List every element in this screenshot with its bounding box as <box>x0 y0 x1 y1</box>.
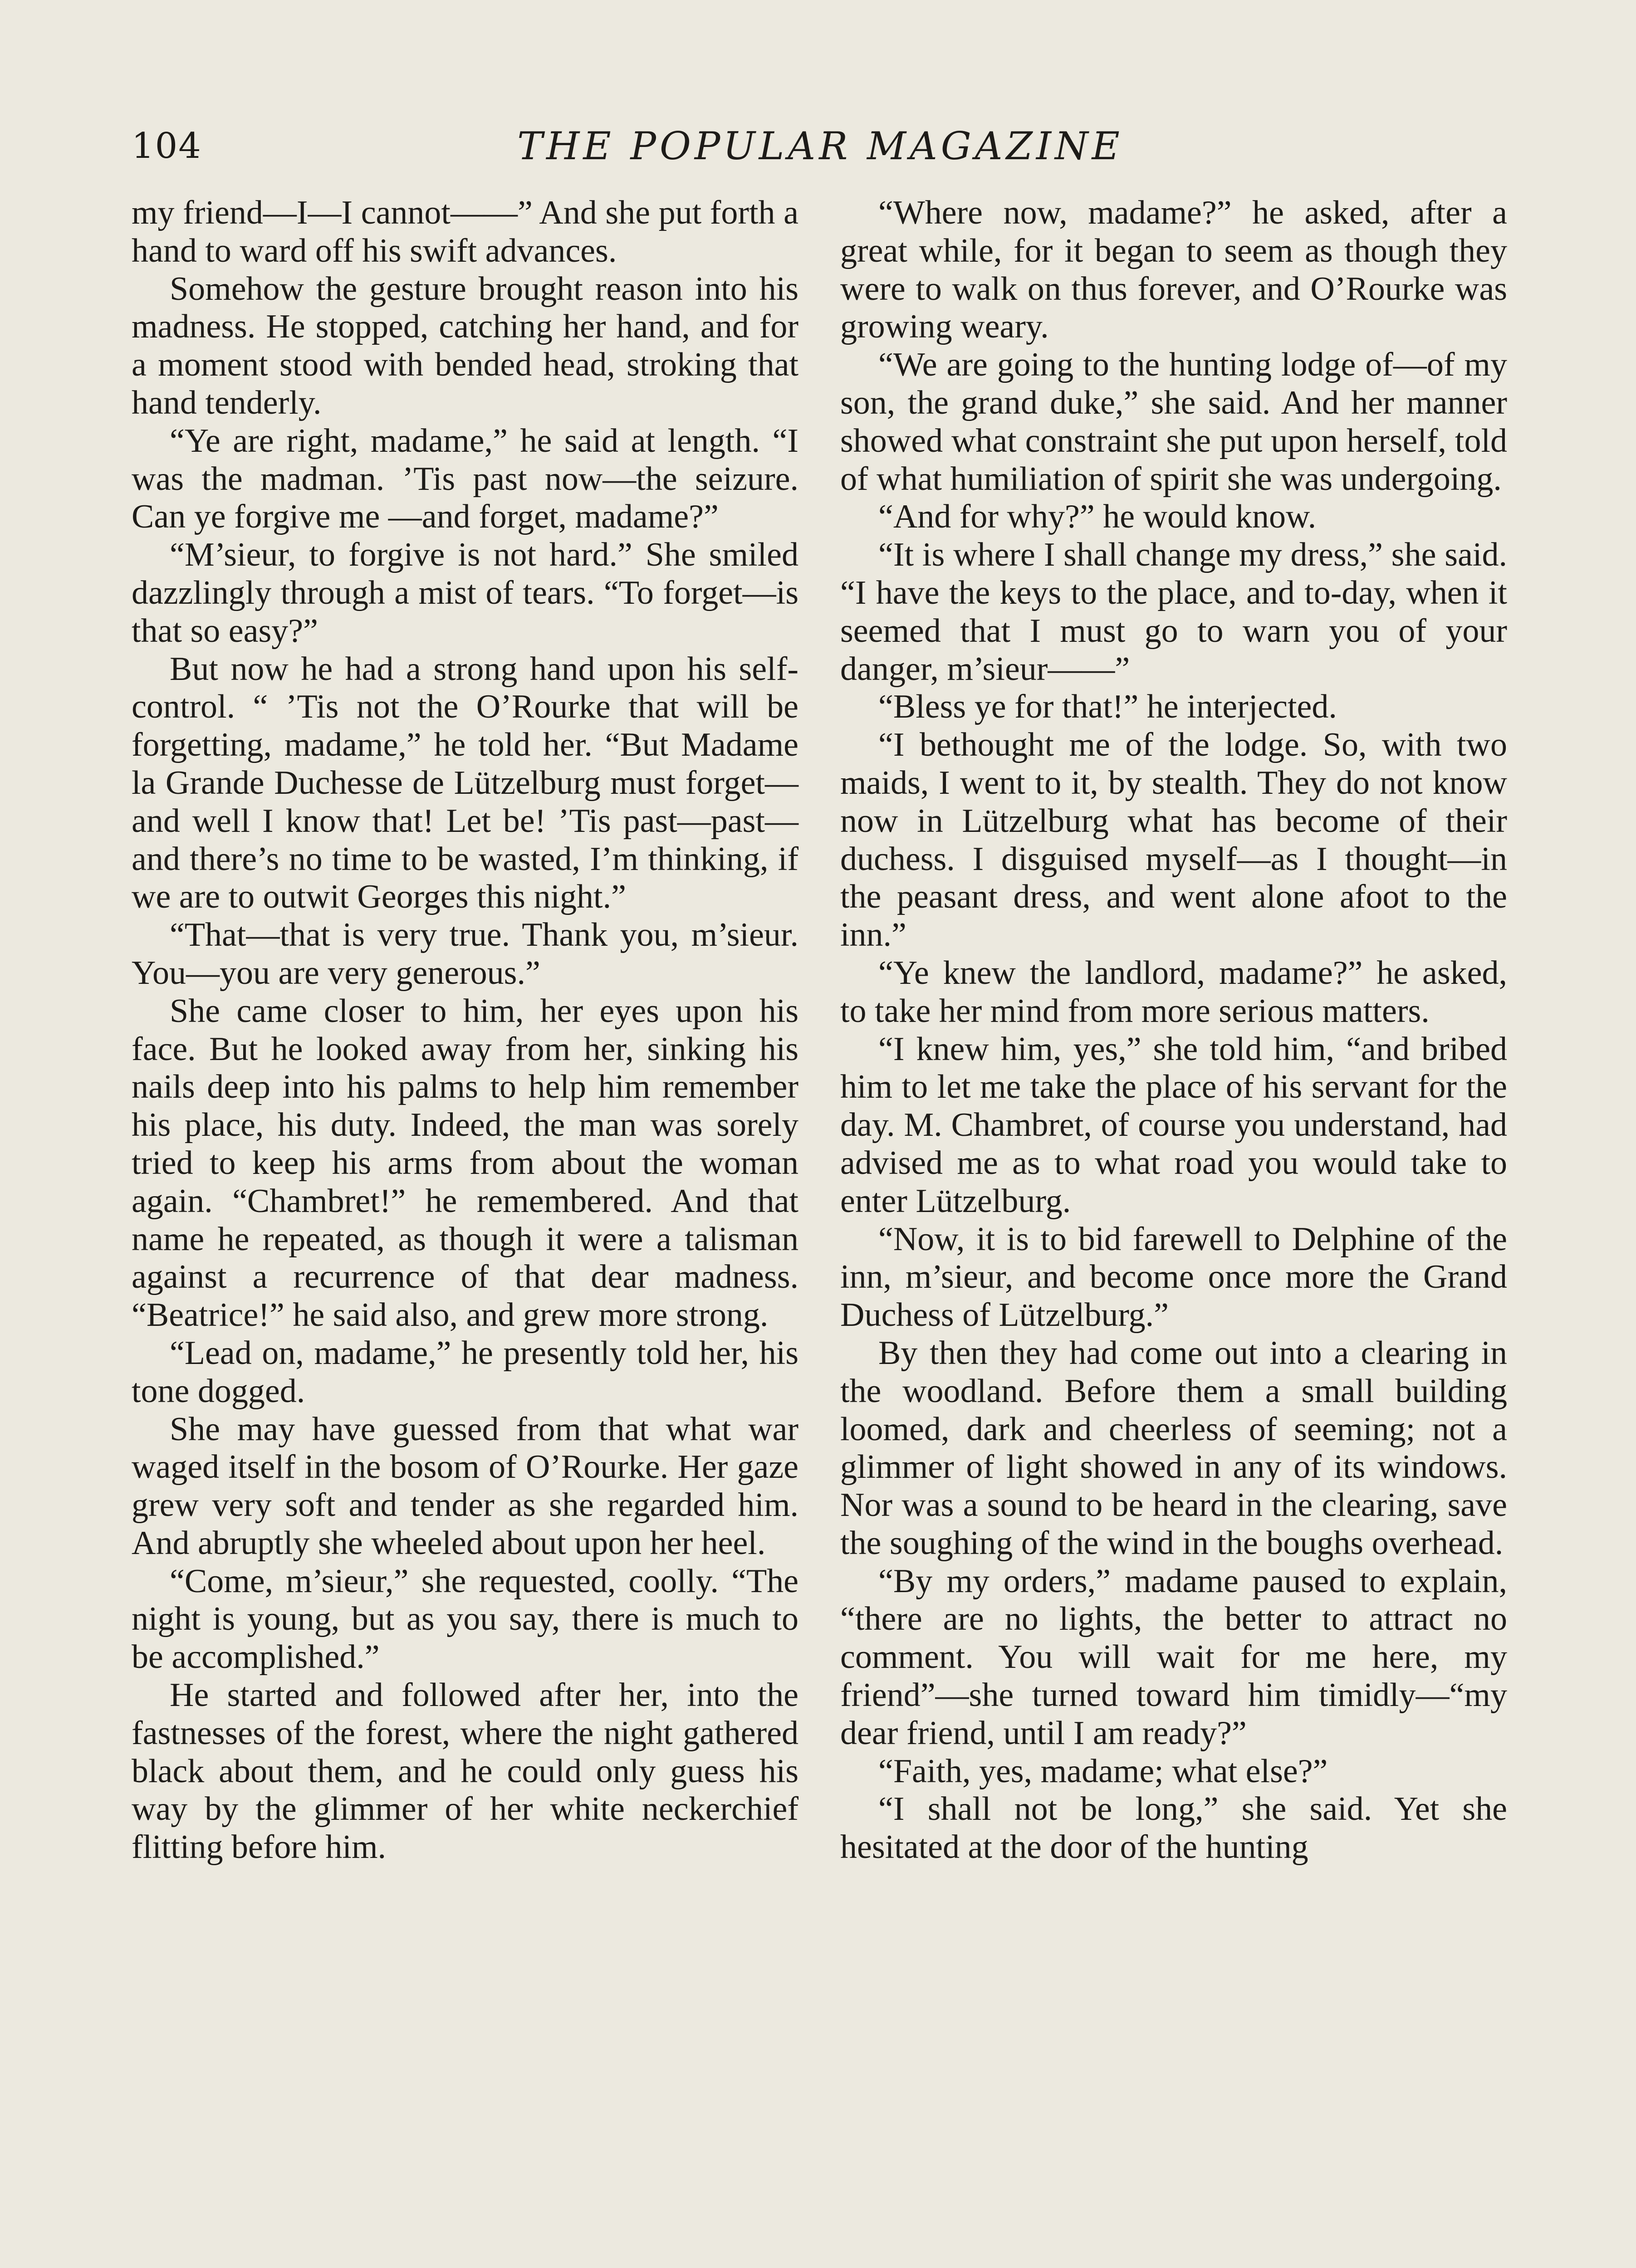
paragraph: “I bethought me of the lodge. So, with two maids, I went to it, by stealth. They do not know now in Lützelburg what has become of their duchess. I disguised myself—as I thought—in the peasant dress, and went alone afoot to the inn.” <box>840 726 1507 954</box>
paragraph: Somehow the gesture brought reason into his madness. He stopped, catching her hand, and for a moment stood with bended head, stroking that hand tenderly. <box>132 270 798 421</box>
paragraph: “It is where I shall change my dress,” she said. “I have the keys to the place, and to-day, when it seemed that I must go to warn you of your danger, m’sieur——” <box>840 536 1507 688</box>
running-header <box>132 119 1509 173</box>
paragraph: “Ye knew the landlord, madame?” he asked, to take her mind from more serious matters. <box>840 954 1507 1030</box>
paragraph: “Bless ye for that!” he interjected. <box>878 688 1337 726</box>
paragraph: “We are going to the hunting lodge of—of my son, the grand duke,” she said. And her manner showed what constraint she put upon herself, told of what humiliation of spirit she was undergoing. <box>840 346 1507 498</box>
paragraph: She came closer to him, her eyes upon his face. But he looked away from her, sinking his nails deep into his palms to help him remember his place, his duty. Indeed, the man was sorely tried to keep his arms from about the woman again. “Chambret!” he remembered. And that name he repeated, as though it were a talisman against a recurrence of that dear madness. “Beatrice!” he said also, and grew more strong. <box>132 992 798 1334</box>
magazine-title: THE POPULAR MAGAZINE <box>517 124 1123 168</box>
paragraph: “Now, it is to bid farewell to Delphine of the inn, m’sieur, and become once more the Grand Duchess of Lützelburg.” <box>840 1220 1507 1334</box>
paragraph: “M’sieur, to forgive is not hard.” She smiled dazzlingly through a mist of tears. “To forget—is that so easy?” <box>132 536 798 650</box>
paragraph: “Faith, yes, madame; what else?” <box>878 1752 1328 1790</box>
paragraph: By then they had come out into a clearing in the woodland. Before them a small building loomed, dark and cheerless of seeming; not a glimmer of light showed in any of its windows. Nor was a sound to be heard in the clearing, save the soughing of the wind in the boughs overhead. <box>840 1334 1507 1562</box>
paragraph: She may have guessed from that what war waged itself in the bosom of O’Rourke. Her gaze grew very soft and tender as she regarded him. And abruptly she wheeled about upon her heel. <box>132 1410 798 1562</box>
paragraph: “I knew him, yes,” she told him, “and bribed him to let me take the place of his servant for the day. M. Chambret, of course you understand, had advised me as to what road you would take to enter Lützelburg. <box>840 1030 1507 1220</box>
paragraph: my friend—I—I cannot——” And she put forth a hand to ward off his swift advances. <box>132 194 798 269</box>
paragraph: “Where now, madame?” he asked, after a great while, for it began to seem as though they were to walk on thus forever, and O’Rourke was growing weary. <box>840 194 1507 346</box>
left-column <box>132 194 798 1867</box>
paragraph: He started and followed after her, into the fastnesses of the forest, where the night gathered black about them, and he could only guess his way by the glimmer of her white neckerchief flitting before him. <box>132 1677 798 1866</box>
paragraph: “I shall not be long,” she said. Yet she hesitated at the door of the hunting <box>840 1790 1507 1866</box>
paragraph: “That—that is very true. Thank you, m’sieur. You—you are very generous.” <box>132 916 798 992</box>
paragraph: “Come, m’sieur,” she requested, coolly. “The night is young, but as you say, there is much to be accomplished.” <box>132 1562 798 1676</box>
paragraph: “Lead on, madame,” he presently told her, his tone dogged. <box>132 1334 798 1410</box>
paragraph: But now he had a strong hand upon his self-control. “ ’Tis not the O’Rourke that will be forgetting, madame,” he told her. “But Madame la Grande Duchesse de Lützelburg must forget—and well I know that! Let be! ’Tis past—past—and there’s no time to be wasted, I’m thinking, if we are to outwit Georges this night.” <box>132 650 798 916</box>
page-number: 104 <box>132 126 202 166</box>
paragraph: “And for why?” he would know. <box>878 498 1317 536</box>
paragraph: “Ye are right, madame,” he said at length. “I was the madman. ’Tis past now—the seizure. Can ye forgive me —and forget, madame?” <box>132 422 798 536</box>
paragraph: “By my orders,” madame paused to explain, “there are no lights, the better to attract no comment. You will wait for me here, my friend”—she turned toward him timidly—“my dear friend, until I am ready?” <box>840 1562 1507 1752</box>
right-column <box>840 194 1507 1867</box>
